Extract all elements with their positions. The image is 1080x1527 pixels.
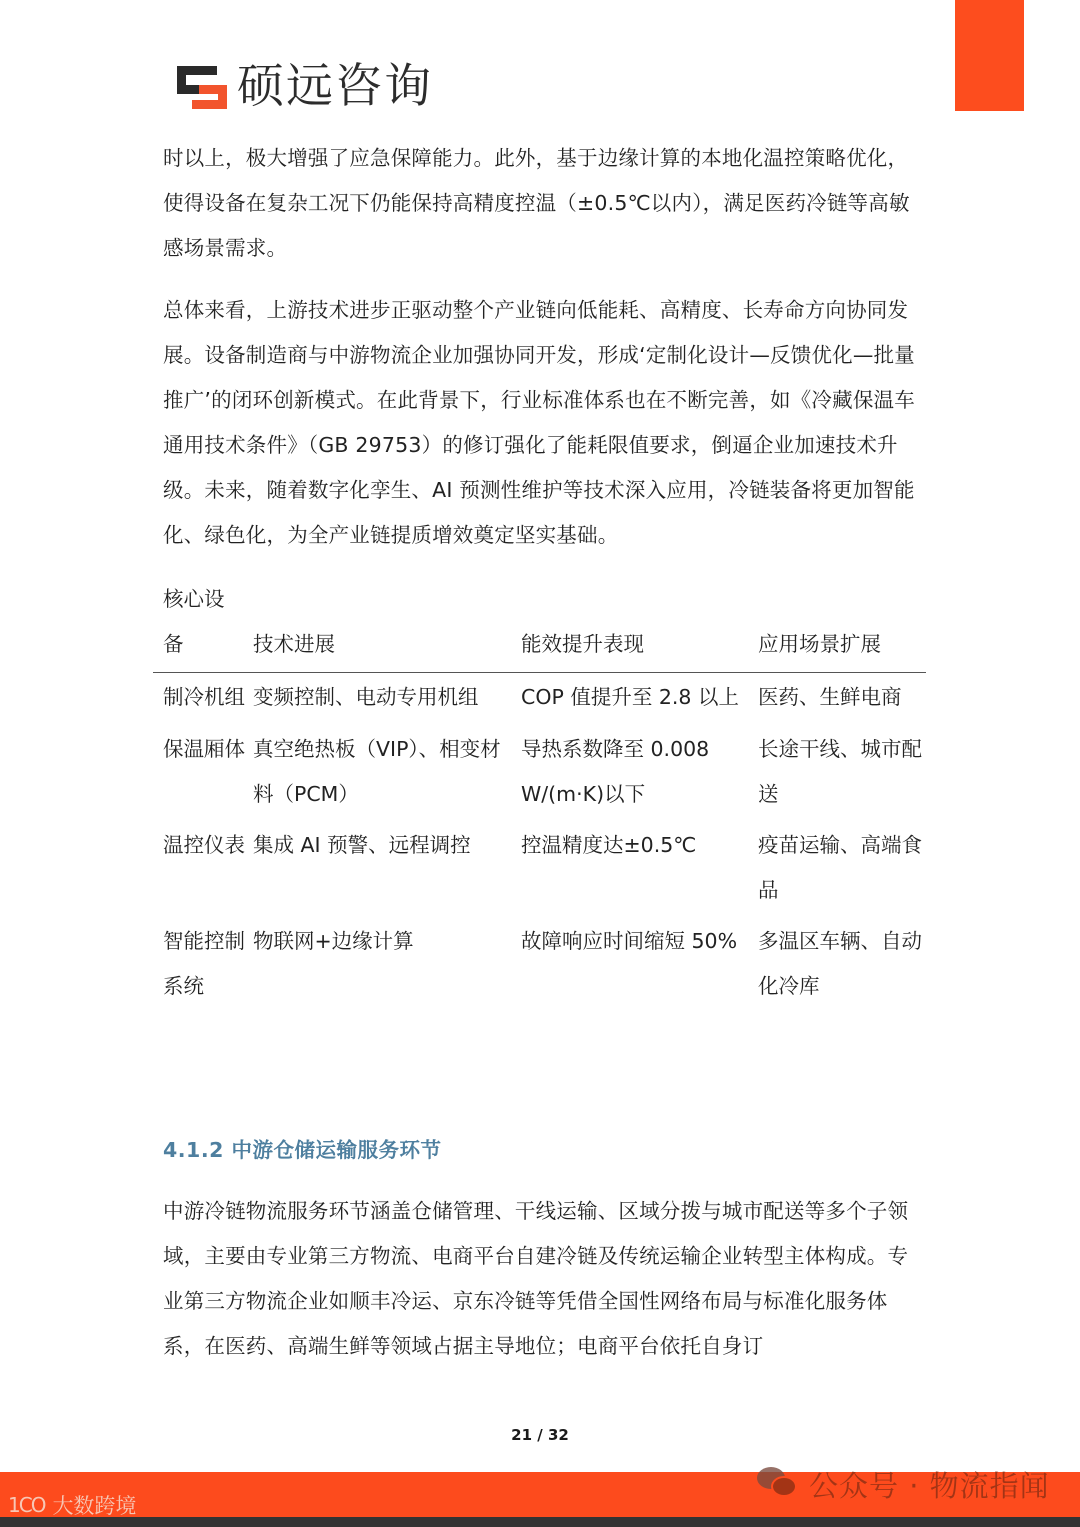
table-cell: 制冷机组: [163, 685, 245, 709]
table-cell: 温控仪表: [163, 833, 245, 857]
watermark-text: 公众号 · 物流指闻: [809, 1468, 1050, 1503]
table-cell: 长途干线、城市配送: [758, 737, 922, 806]
table-cell: 故障响应时间缩短 50%: [521, 929, 738, 953]
section-heading: 4.1.2 中游仓储运输服务环节: [163, 1138, 442, 1162]
table-cell: 集成 AI 预警、远程调控: [253, 833, 471, 857]
table-header-cell: 能效提升表现: [521, 632, 644, 656]
table-row: [153, 675, 926, 720]
brand-text: 大数跨境: [52, 1494, 137, 1518]
table-cell: 真空绝热板（VIP）、相变材料（PCM）: [253, 737, 501, 806]
table-row: [153, 919, 926, 1009]
table-cell: 物联网+边缘计算: [253, 929, 414, 953]
table-row: [153, 727, 926, 817]
core-equipment-table: [153, 622, 926, 1009]
table-cell: 保温厢体: [163, 737, 245, 761]
table-cell: 多温区车辆、自动化冷库: [758, 929, 922, 998]
table-cell: 医药、生鲜电商: [758, 685, 902, 709]
table-cell: 控温精度达±0.5℃: [521, 833, 697, 857]
paragraph-emergency-support: 时以上，极大增强了应急保障能力。此外，基于边缘计算的本地化温控策略优化，使得设备在复杂工况下仍能保持高精度控温（±0.5℃以内），满足医药冷链等高敏感场景需求。: [163, 146, 910, 260]
table-cell: 疫苗运输、高端食品: [758, 833, 922, 902]
table-cell: 智能控制系统: [163, 929, 245, 998]
table-row: [153, 823, 926, 913]
footer-dark-strip: [0, 1517, 1080, 1527]
table-header-cell: 备: [163, 632, 184, 656]
table-header-cell: 技术进展: [253, 632, 335, 656]
paragraph-upstream-summary: 总体来看，上游技术进步正驱动整个产业链向低能耗、高精度、长寿命方向协同发展。设备制造商与中游物流企业加强协同开发，形成‘定制化设计—反馈优化—批量推广’的闭环创新模式。在此背景下，行业标准体系也在不断完善，如《冷藏保温车通用技术条件》（GB 29753）的修订强化了能耗限值要求，倒逼企业加速技术升级。未来，随着数字化孪生、AI 预测性维护等技术深入应用，冷链装备将更加智能化、绿色化，为全产业链提质增效奠定坚实基础。: [163, 298, 915, 547]
brand-logo-icon: 1CO: [8, 1493, 45, 1517]
table-cell: 变频控制、电动专用机组: [253, 685, 479, 709]
table-cell: 导热系数降至 0.008 W/(m·K)以下: [521, 737, 710, 806]
header-accent-bar: [955, 0, 1024, 111]
table-cell: COP 值提升至 2.8 以上: [521, 685, 739, 709]
page-number: 21 / 32: [511, 1426, 569, 1444]
wechat-watermark: [757, 1464, 1050, 1504]
company-logo: [177, 59, 433, 114]
footer-brand: [8, 1490, 136, 1520]
table-header-row: [153, 622, 926, 673]
table-header-cell: 应用场景扩展: [758, 632, 881, 656]
table-caption: 核心设: [163, 587, 225, 611]
logo-mark-icon: [177, 64, 229, 110]
logo-text: 硕远咨询: [237, 59, 433, 114]
wechat-icon: [757, 1467, 799, 1501]
paragraph-midstream-services: 中游冷链物流服务环节涵盖仓储管理、干线运输、区域分拨与城市配送等多个子领域，主要由专业第三方物流、电商平台自建冷链及传统运输企业转型主体构成。专业第三方物流企业如顺丰冷运、京东冷链等凭借全国性网络布局与标准化服务体系，在医药、高端生鲜等领域占据主导地位；电商平台依托自身订: [163, 1199, 909, 1358]
